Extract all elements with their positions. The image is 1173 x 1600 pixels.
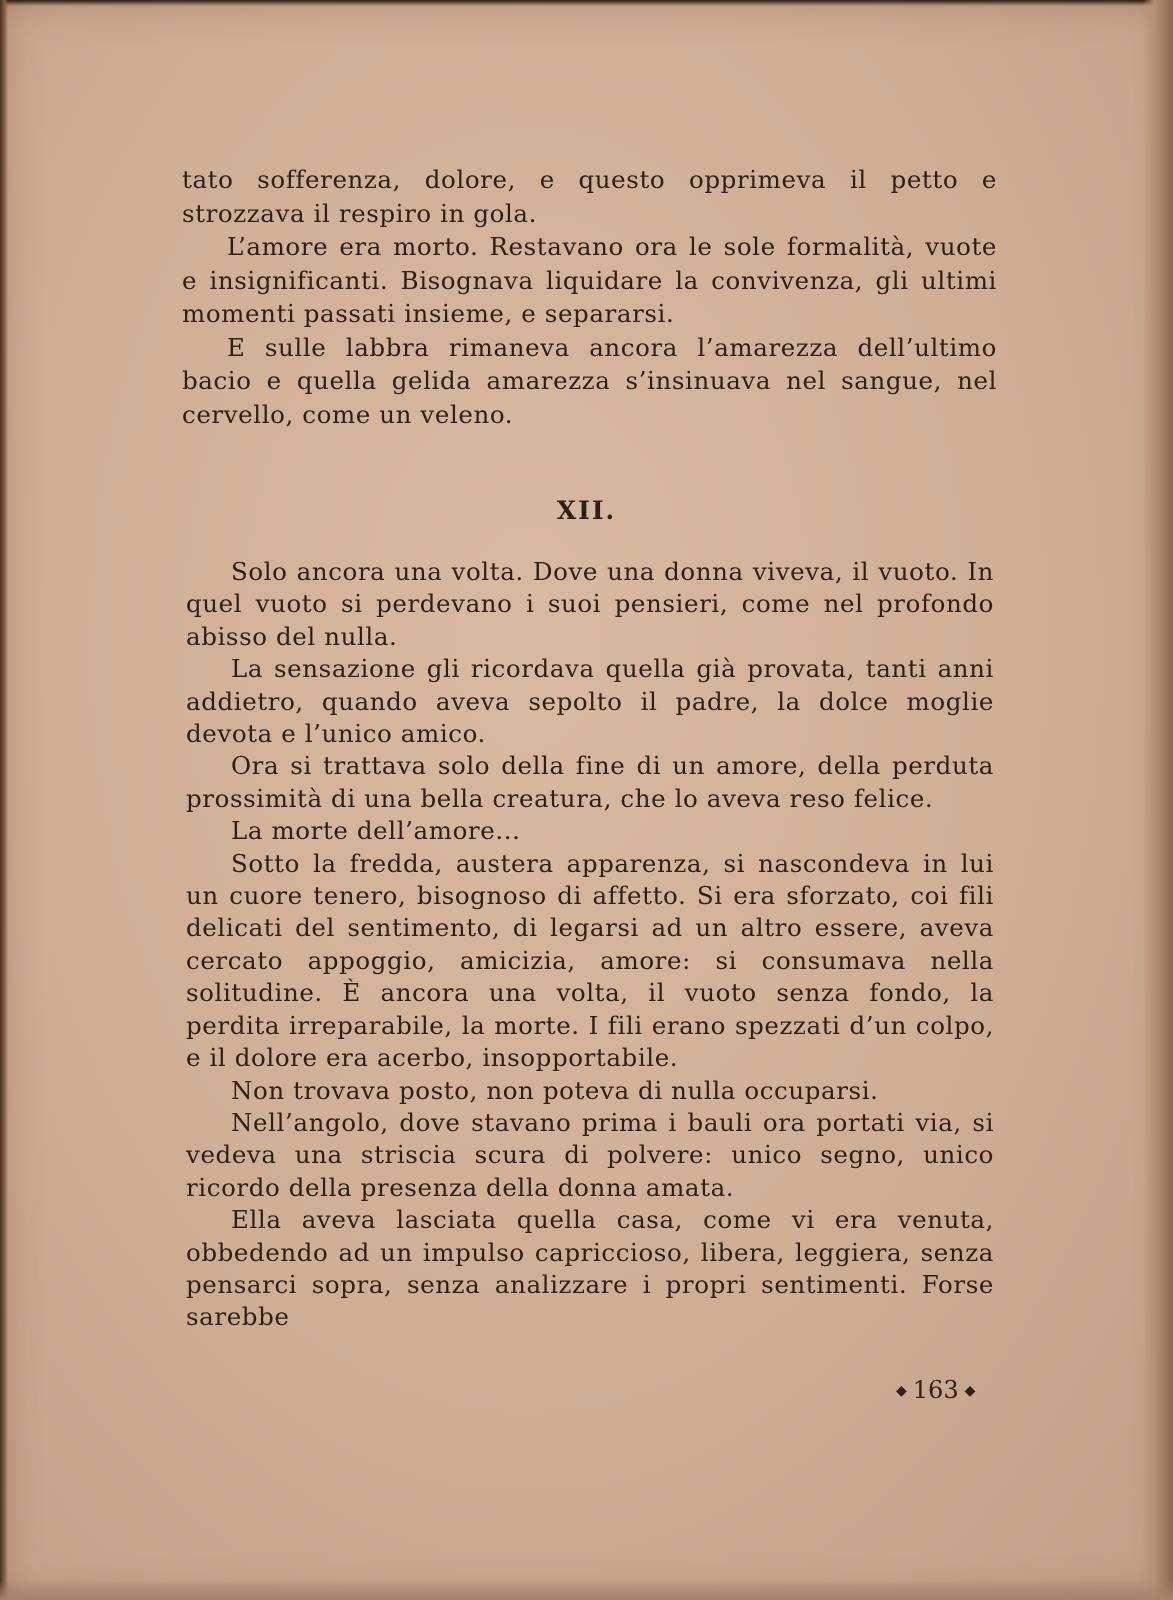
page-top-edge [0,0,1173,6]
paragraph: La morte dell’amore... [231,816,521,846]
paragraph: L’amore era morto. Restavano ora le sole formalità, vuote e insignificanti. Bisognava liquidare la convivenza, gli ultimi momenti passati insieme, e separarsi. [182,232,997,328]
paragraph: Ora si trattava solo della fine di un amore, della perduta prossimità di una bella creatura, che lo aveva reso felice. [186,751,994,813]
paragraph: La sensazione gli ricordava quella già provata, tanti anni addietro, quando aveva sepolto il padre, la dolce moglie devota e l’unico amico. [186,654,994,749]
paragraph: Solo ancora una volta. Dove una donna viveva, il vuoto. In quel vuoto si perdevano i suoi pensieri, come nel profondo abisso del nulla. [186,557,994,651]
page-right-edge [1143,0,1173,1600]
continued-text [182,163,997,431]
paragraph: tato sofferenza, dolore, e questo opprimeva il petto e strozzava il respiro in gola. [182,165,997,228]
diamond-ornament-icon: ◆ [964,1383,976,1399]
paragraph: Sotto la fredda, austera apparenza, si nascondeva in lui un cuore tenero, bisognoso di affetto. Si era sforzato, coi fili delicati del sentimento, di legarsi ad un altro essere, aveva cercato appoggio, amicizia, amore: si consumava nella solitudine. È ancora una volta, il vuoto senza fondo, la perdita irreparabile, la morte. I fili erano spezzati d’un colpo, e il dolore era acerbo, insopportabile. [186,848,994,1073]
page-number-footer [890,1376,990,1404]
diamond-ornament-icon: ◆ [896,1383,907,1399]
page-left-edge [0,0,8,1600]
chapter-text [186,556,994,1334]
paragraph: E sulle labbra rimaneva ancora l’amarezza dell’ultimo bacio e quella gelida amarezza s’insinuava nel sangue, nel cervello, come un veleno. [182,332,997,429]
paragraph: Non trovava posto, non poteva di nulla occuparsi. [231,1075,879,1105]
paragraph: Ella aveva lasciata quella casa, come vi era venuta, obbedendo ad un impulso capriccioso, libera, leggiera, senza pensarci sopra, senza analizzare i propri sentimenti. Forse sarebbe [186,1205,994,1332]
chapter-heading: XII. [556,496,617,525]
paragraph: Nell’angolo, dove stavano prima i bauli ora portati via, si vedeva una striscia scura di polvere: unico segno, unico ricordo della presenza della donna amata. [186,1107,994,1202]
page-number: 163 [912,1376,959,1404]
page-bottom-edge [0,1580,1173,1600]
